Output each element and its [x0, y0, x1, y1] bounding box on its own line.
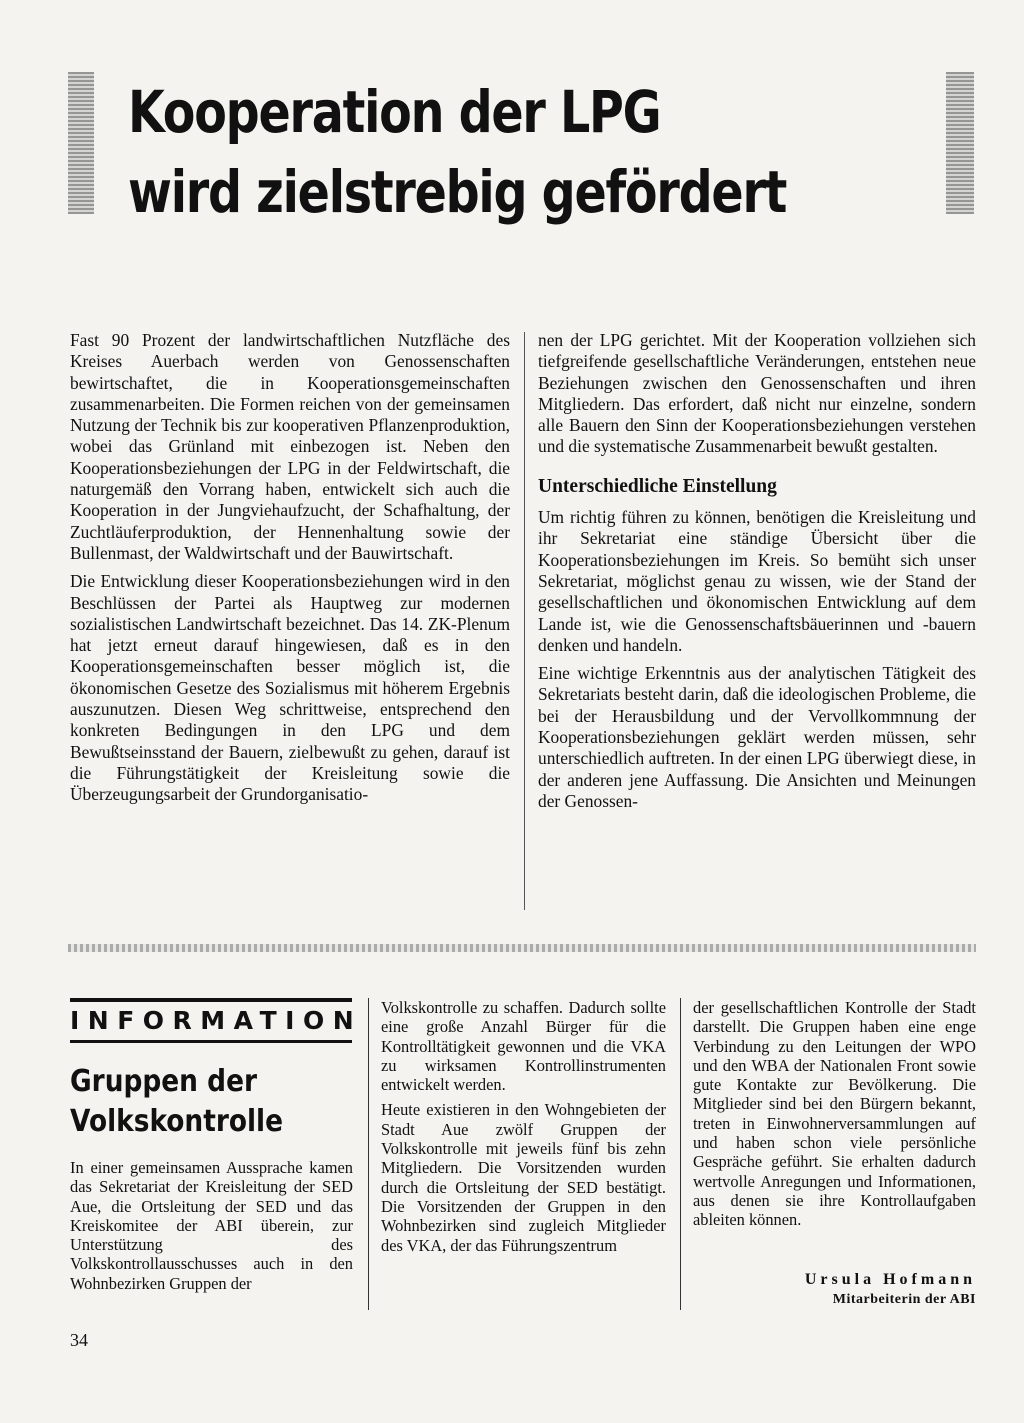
info-column-divider: [368, 998, 369, 1310]
article-subheading: Unterschiedliche Einstellung: [538, 475, 777, 497]
article-paragraph: nen der LPG gerichtet. Mit der Kooperation vollziehen sich tiefgreifende gesellschaftliche Veränderungen, entstehen neue Beziehungen zwischen den Genossenschaften und ihren Mitgliedern. Das erfordert, daß nicht nur einzelne, sondern alle Bauern den Sinn der Kooperationsbeziehungen verstehen und die systematische Zusammenarbeit bewußt gestalten.: [538, 330, 976, 457]
info-rule-bottom: [70, 1040, 352, 1043]
info-rule-top: [70, 998, 352, 1002]
info-paragraph: der gesellschaftlichen Kontrolle der Stadt darstellt. Die Gruppen haben eine enge Verbindung zu den Leitungen der WPO und den WBA der Nationalen Front sowie gute Kontakte zur Bevölkerung. Die Mitglieder sind bei den Bürgern bekannt, treten in Einwohnerversammlungen auf und haben schon viele persönliche Gespräche geführt. Sie erhalten dadurch wertvolle Anregungen und Informationen, aus denen sie ihre Kontrollaufgaben ableiten können.: [693, 998, 976, 1230]
author-name: Ursula Hofmann: [804, 1271, 976, 1288]
info-column-1: [70, 1158, 353, 1299]
headline-bar-right: [946, 72, 974, 214]
info-column-3: [693, 998, 976, 1236]
article-column-2: [538, 330, 976, 819]
article-paragraph: Eine wichtige Erkenntnis aus der analytischen Tätigkeit des Sekretariats besteht darin, daß die ideologischen Probleme, die bei der Herausbildung und der Vervollkommnung der Kooperationsbeziehungen geklärt werden müssen, sehr unterschiedlich auftreten. In der einen LPG überwiegt diese, in der anderen jene Auffassung. Die Ansichten und Meinungen der Genossen-: [538, 663, 976, 811]
headline-line-2: wird zielstrebig gefördert: [128, 158, 787, 226]
headline-bar-left: [68, 72, 94, 214]
article-paragraph: Die Entwicklung dieser Kooperationsbeziehungen wird in den Beschlüssen der Partei als Hauptweg zur modernen sozialistischen Landwirtschaft bezeichnet. Das 14. ZK-Plenum hat jetzt erneut darauf hingewiesen, daß es in den Kooperationsgemeinschaften besser möglich ist, die ökonomischen Gesetze des Sozialismus mit höherem Ergebnis auszunutzen. Diesen Weg schrittweise, entsprechend den konkreten Bedingungen in den LPG und dem Bewußtseinsstand der Bauern, zielbewußt zu gehen, darauf ist die Führungstätigkeit der Kreisleitung sowie die Überzeugungsarbeit der Grundorganisatio-: [70, 571, 510, 805]
info-title: [70, 1062, 325, 1142]
page-number: 34: [70, 1330, 88, 1350]
info-column-2: [381, 998, 666, 1261]
info-paragraph: In einer gemeinsamen Aussprache kamen das Sekretariat der Kreisleitung der SED Aue, die Ortsleitung der SED und das Kreiskomitee der ABI überein, zur Unterstützung des Volkskontrollausschusses auch in den Wohnbezirken Gruppen der: [70, 1158, 353, 1293]
info-title-line-1: Gruppen der: [70, 1064, 257, 1099]
column-divider: [524, 332, 525, 910]
article-headline: [128, 72, 787, 232]
info-paragraph: Volkskontrolle zu schaffen. Dadurch sollte eine große Anzahl Bürger für die Kontrolltätigkeit gewonnen und die VKA zu wirksamen Kontrollinstrumenten entwickelt werden.: [381, 998, 666, 1095]
article-column-1: [70, 330, 510, 813]
author-block: [805, 1270, 976, 1310]
section-separator: [68, 944, 976, 952]
info-title-line-2: Volkskontrolle: [70, 1104, 284, 1139]
article-paragraph: Fast 90 Prozent der landwirtschaftlichen Nutzfläche des Kreises Auerbach werden von Genossenschaften bewirtschaftet, die in Kooperationsgemeinschaften zusammenarbeiten. Die Formen reichen von der gemeinsamen Nutzung der Technik bis zur kooperativen Pflanzenproduktion, wobei das Grünland mit einbezogen ist. Neben den Kooperationsbeziehungen der LPG in der Feldwirtschaft, die naturgemäß den Vorrang haben, entwickelt sich auch die Kooperation in der Jungviehaufzucht, der Schafhaltung, der Zuchtläuferproduktion, der Hennenhaltung sowie der Bullenmast, der Waldwirtschaft und der Bauwirtschaft.: [70, 330, 510, 563]
article-paragraph: Um richtig führen zu können, benötigen die Kreisleitung und ihr Sekretariat eine ständige Übersicht über die Kooperationsbeziehungen im Kreis. So bemüht sich unser Sekretariat, möglichst genau zu wissen, wie der Stand der gesellschaftlichen und ökonomischen Entwicklung auf dem Lande ist, wie die Genossenschaftsbäuerinnen und -bauern denken und handeln.: [538, 507, 976, 655]
author-role: Mitarbeiterin der ABI: [832, 1292, 976, 1307]
info-paragraph: Heute existieren in den Wohngebieten der Stadt Aue zwölf Gruppen der Volkskontrolle mit jeweils fünf bis zehn Mitgliedern. Die Vorsitzenden wurden durch die Ortsleitung der SED bestätigt. Die Vorsitzenden der Gruppen in den Wohnbezirken sind zugleich Mitglieder des VKA, der das Führungszentrum: [381, 1100, 666, 1255]
info-column-divider: [680, 998, 681, 1310]
headline-line-1: Kooperation der LPG: [128, 78, 661, 146]
info-label: INFORMATION: [70, 1006, 363, 1035]
